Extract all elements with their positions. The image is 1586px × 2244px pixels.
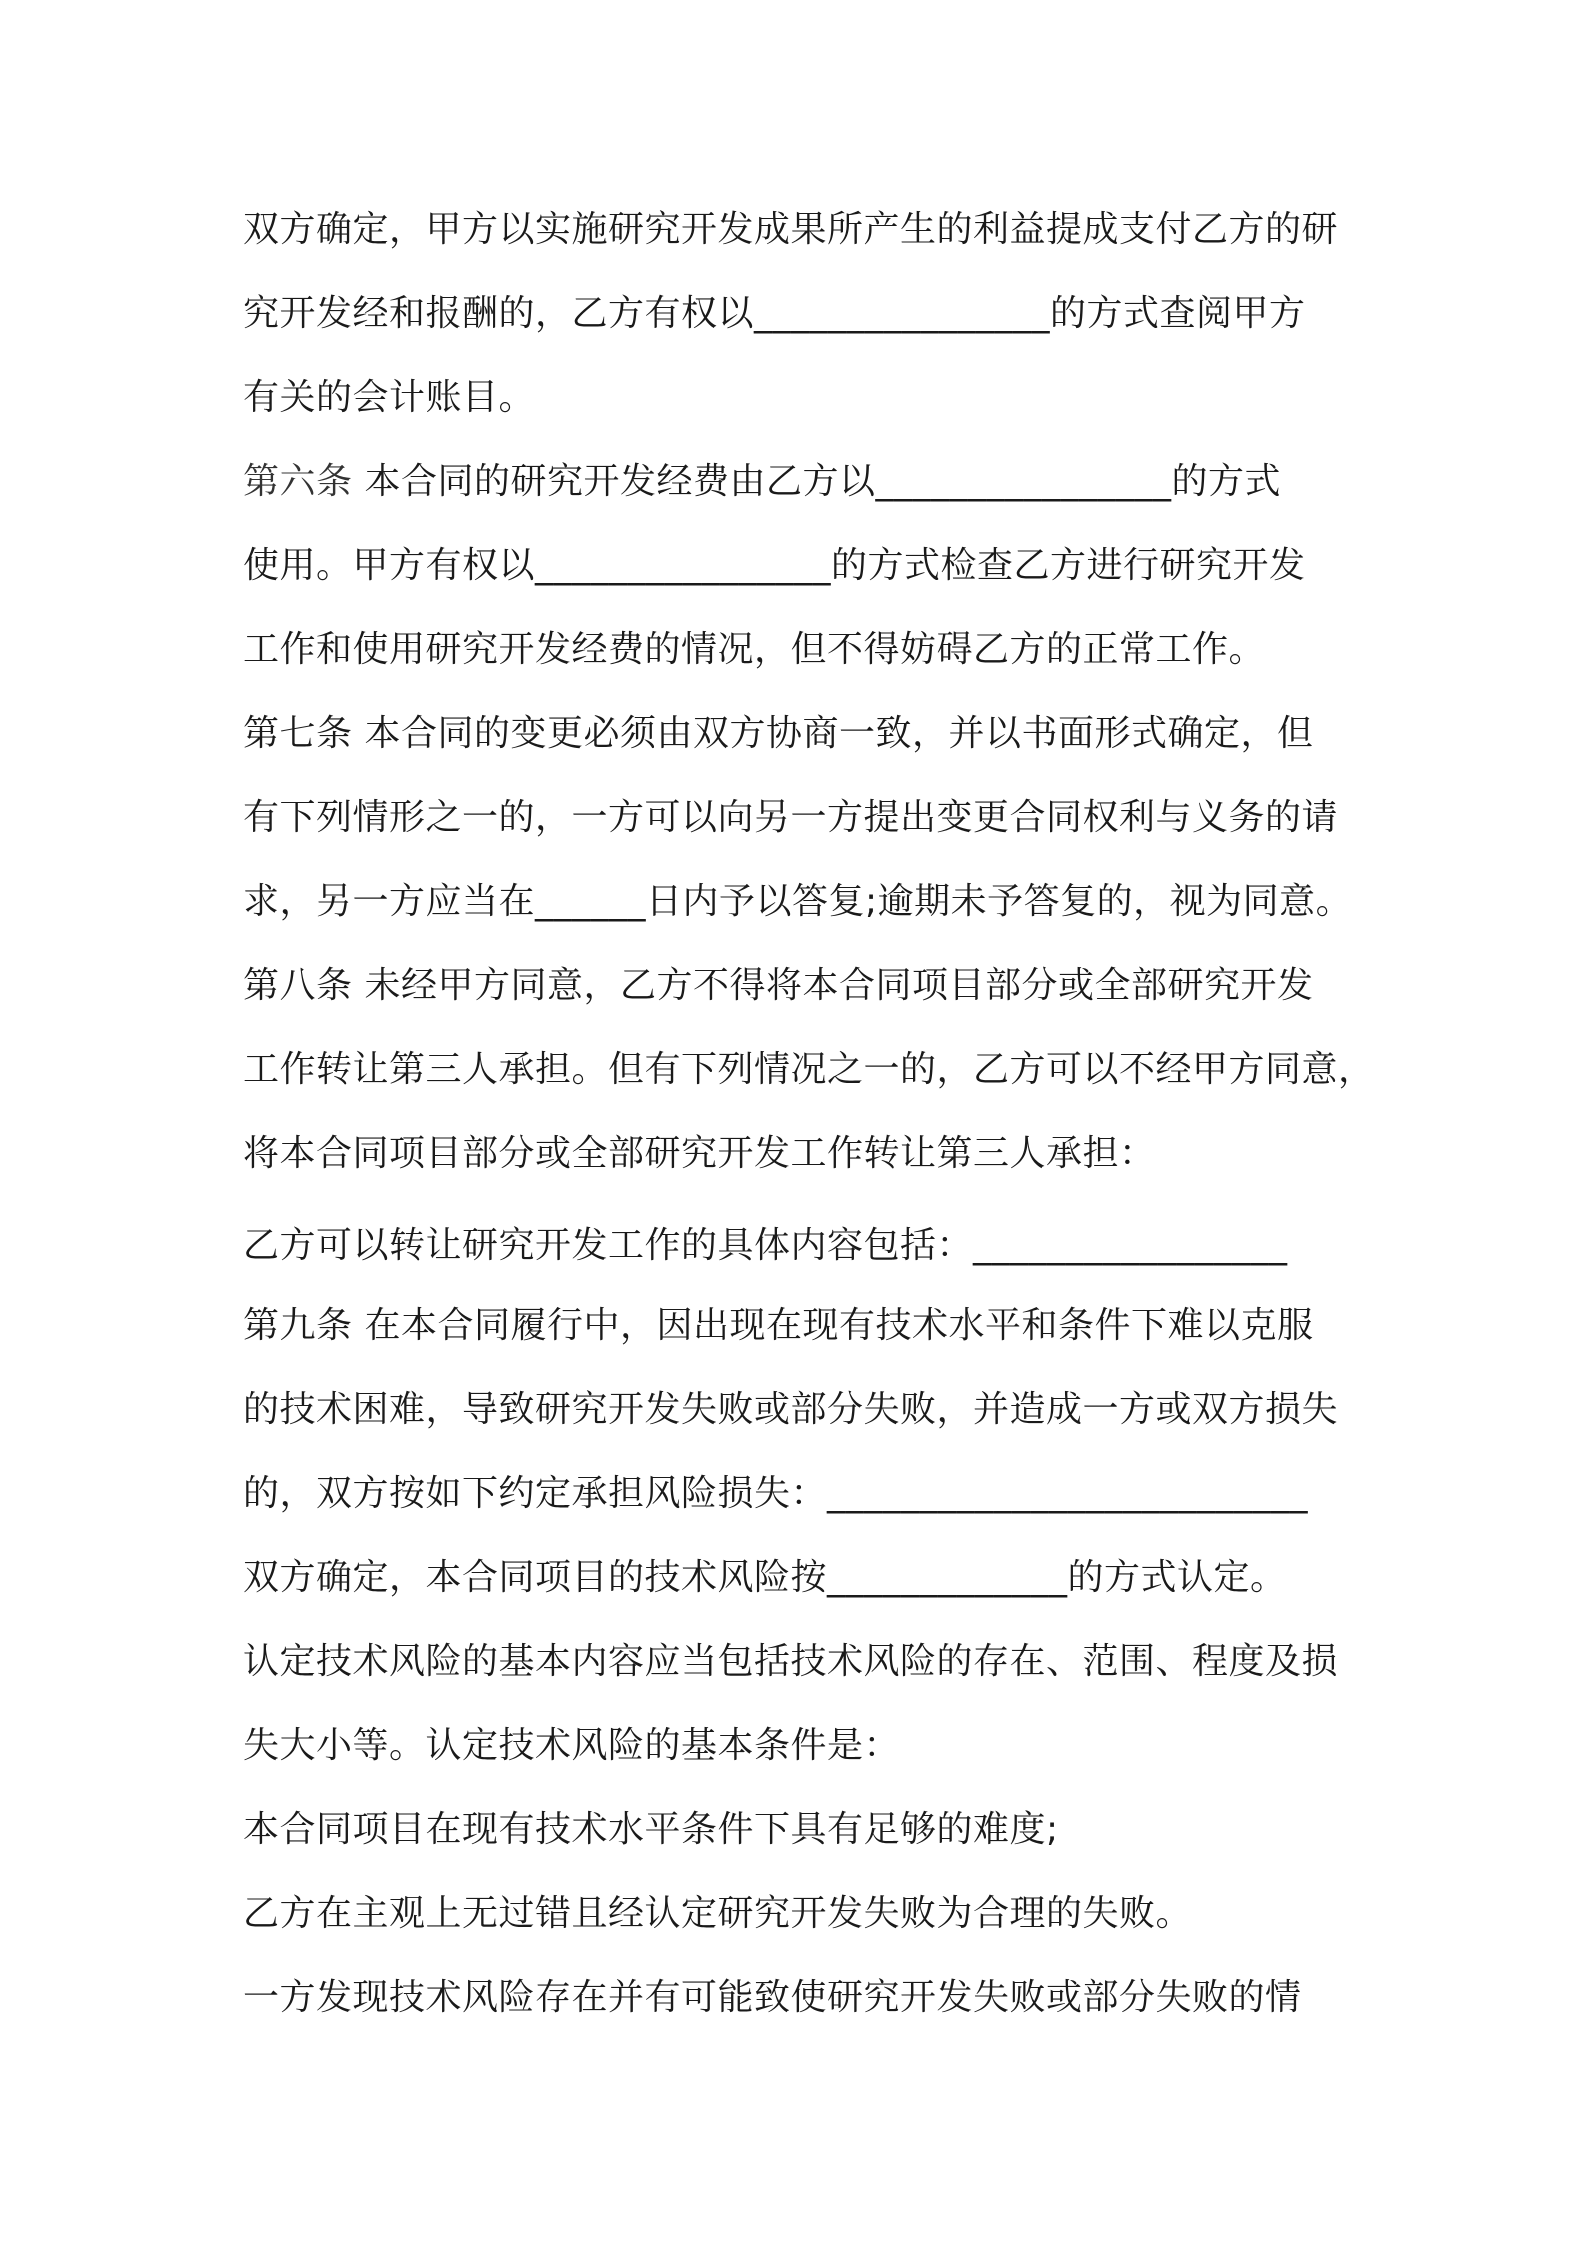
paragraph-line: 使用。甲方有权以________________的方式检查乙方进行研究开发: [243, 545, 1306, 586]
paragraph-line: 本合同项目在现有技术水平条件下具有足够的难度;: [243, 1809, 1059, 1850]
paragraph-line: 工作转让第三人承担。但有下列情况之一的，乙方可以不经甲方同意，: [243, 1049, 1375, 1090]
paragraph-line: 究开发经和报酬的，乙方有权以________________的方式查阅甲方: [243, 293, 1306, 334]
paragraph-line: 的，双方按如下约定承担风险损失：__________________________: [243, 1473, 1309, 1514]
paragraph-line: 工作和使用研究开发经费的情况，但不得妨碍乙方的正常工作。: [243, 629, 1266, 670]
paragraph-line: 有下列情形之一的，一方可以向另一方提出变更合同权利与义务的请: [243, 797, 1339, 838]
article-nine-line: 第九条 在本合同履行中，因出现在现有技术水平和条件下难以克服: [243, 1305, 1314, 1346]
paragraph-line: 一方发现技术风险存在并有可能致使研究开发失败或部分失败的情: [243, 1977, 1302, 2018]
paragraph-line: 乙方可以转让研究开发工作的具体内容包括：_________________: [243, 1225, 1288, 1266]
paragraph-line: 失大小等。认定技术风险的基本条件是：: [243, 1725, 901, 1766]
paragraph-line: 双方确定，甲方以实施研究开发成果所产生的利益提成支付乙方的研: [243, 209, 1339, 250]
paragraph-line: 有关的会计账目。: [243, 377, 536, 418]
article-six-line: [243, 458, 1363, 506]
paragraph-line: 的技术困难，导致研究开发失败或部分失败，并造成一方或双方损失: [243, 1389, 1339, 1430]
paragraph-line: 将本合同项目部分或全部研究开发工作转让第三人承担：: [243, 1133, 1156, 1174]
paragraph-line: 求，另一方应当在______日内予以答复;逾期未予答复的，视为同意。: [243, 881, 1353, 922]
paragraph-line: 乙方在主观上无过错且经认定研究开发失败为合理的失败。: [243, 1893, 1193, 1934]
paragraph-line: 双方确定，本合同项目的技术风险按_____________的方式认定。: [243, 1557, 1287, 1598]
article-seven-line: 第七条 本合同的变更必须由双方协商一致，并以书面形式确定，但: [243, 713, 1314, 754]
article-eight-line: 第八条 未经甲方同意，乙方不得将本合同项目部分或全部研究开发: [243, 965, 1314, 1006]
article-six-label: 第六条: [243, 461, 353, 502]
article-six-text: 本合同的研究开发经费由乙方以________________的方式: [364, 461, 1281, 502]
paragraph-line: 认定技术风险的基本内容应当包括技术风险的存在、范围、程度及损: [243, 1641, 1339, 1682]
